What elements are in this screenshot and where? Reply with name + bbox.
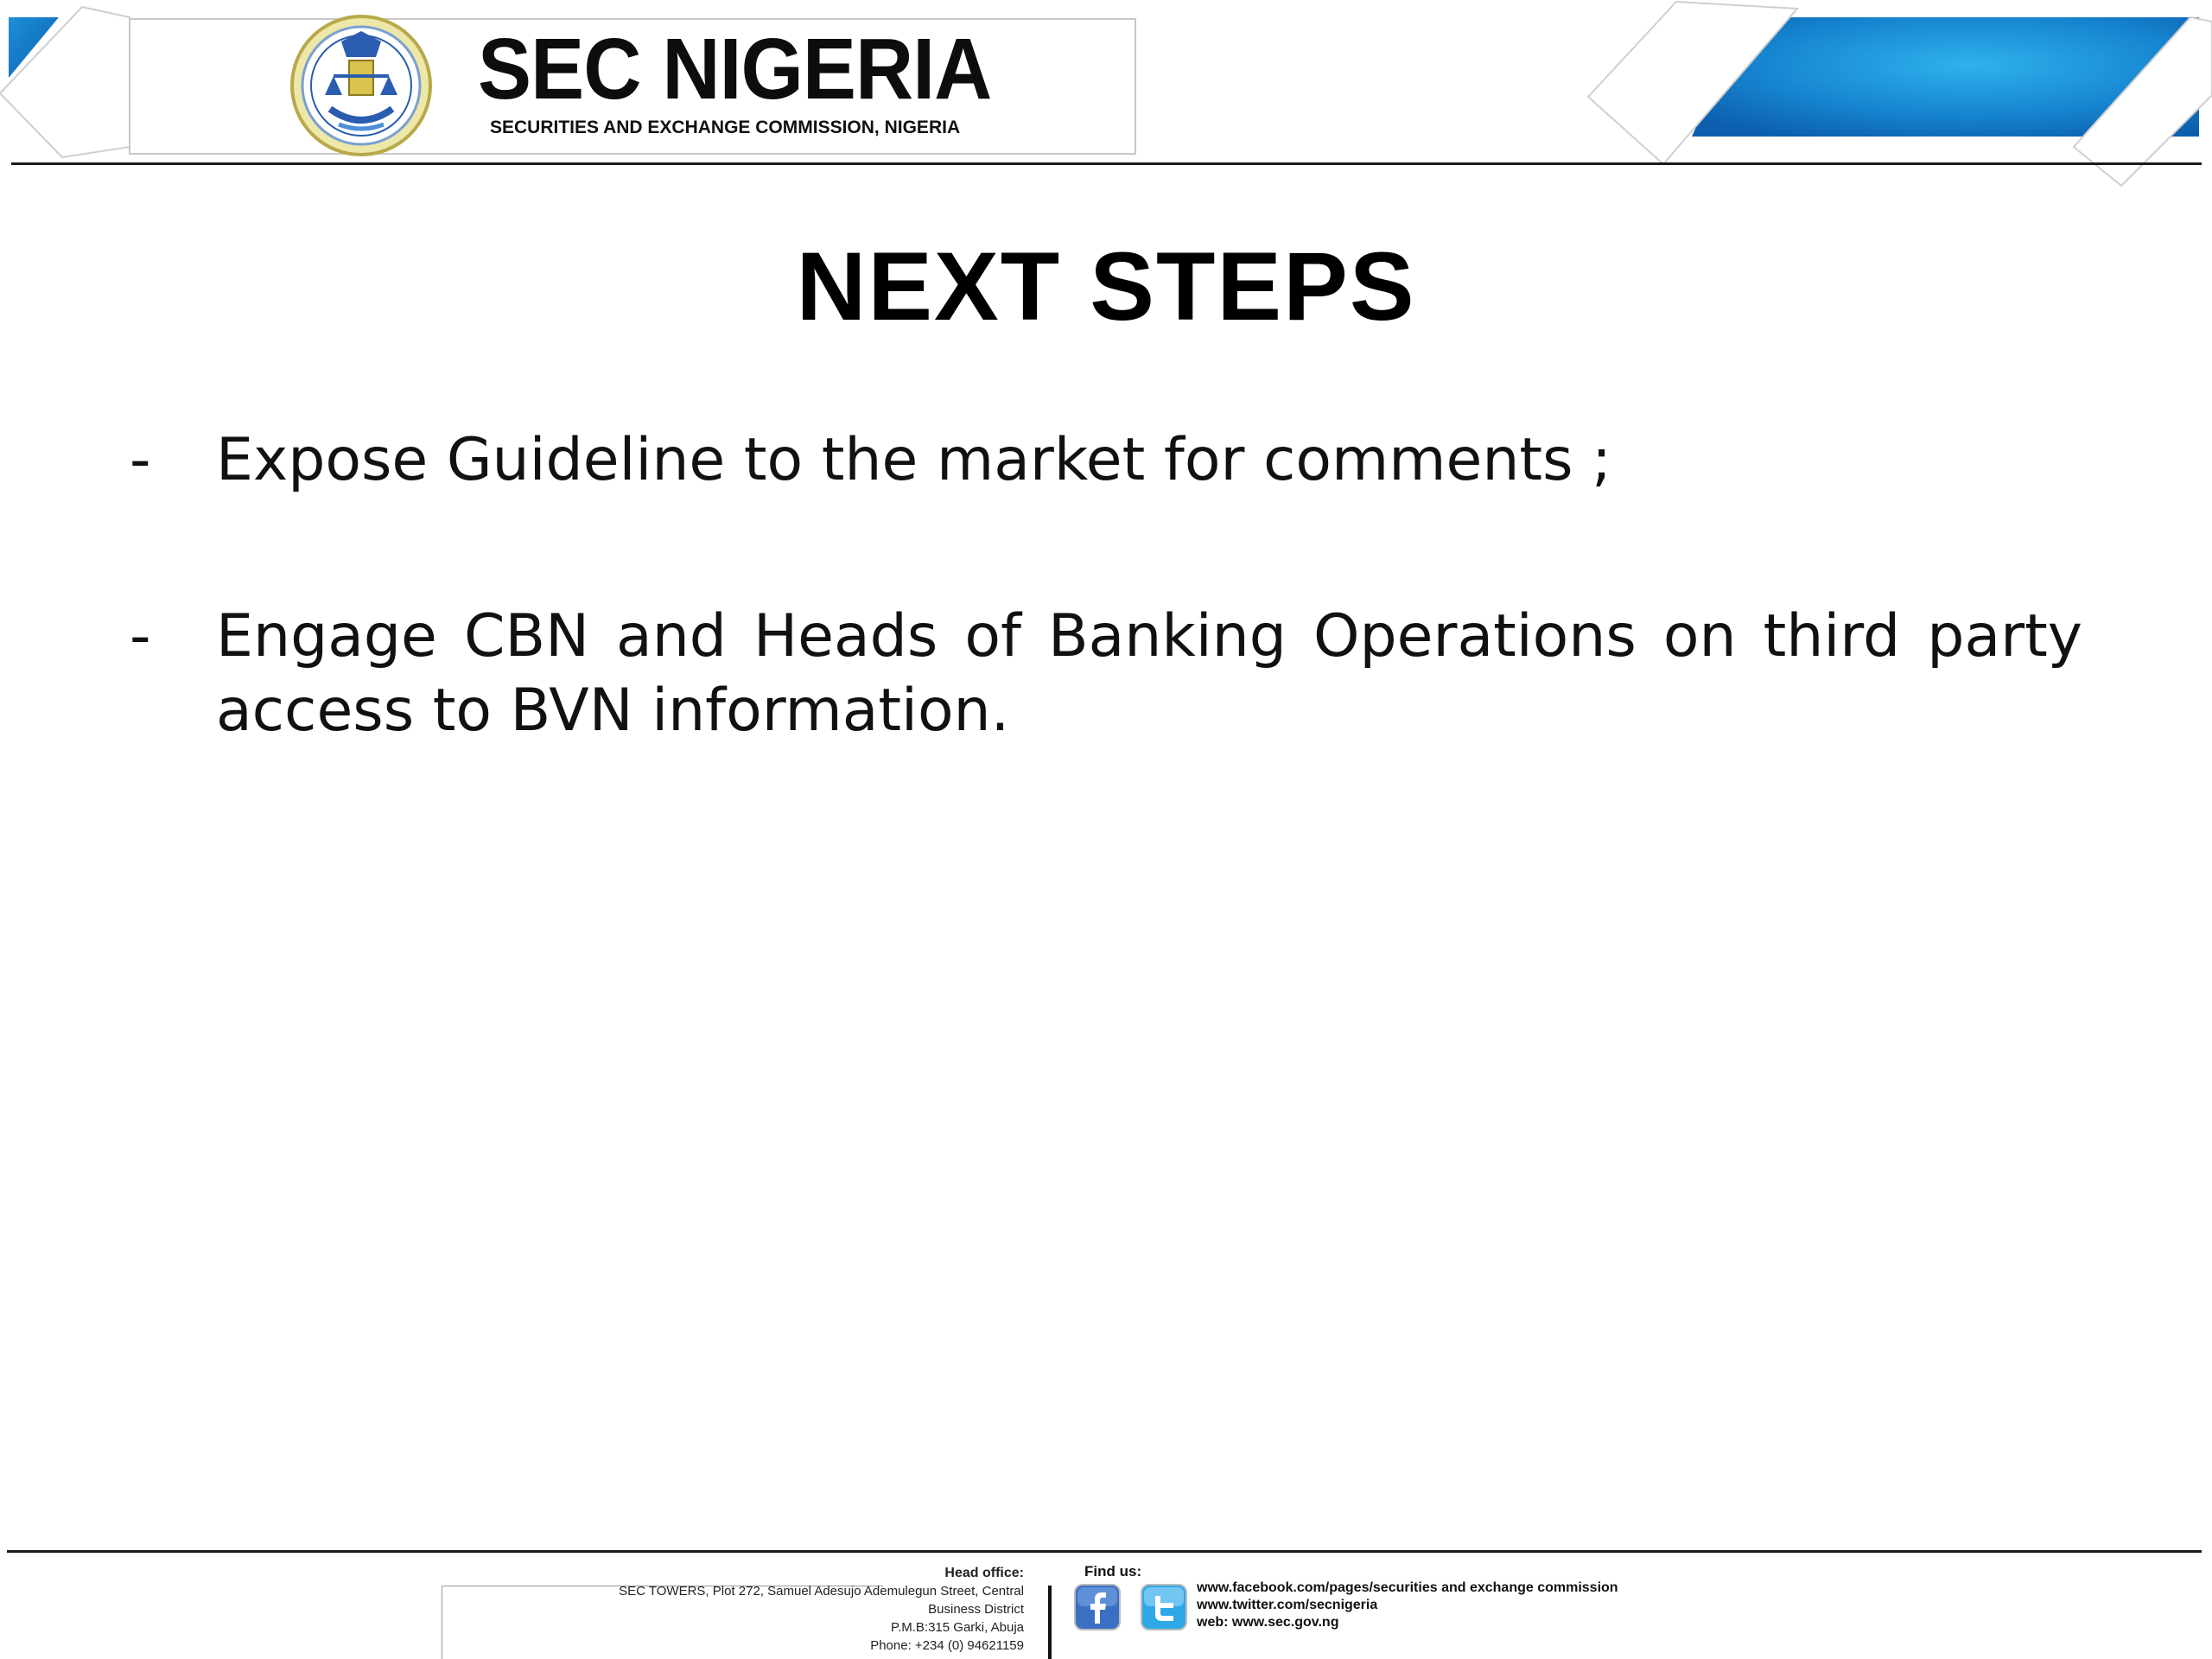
sec-seal-icon (292, 16, 430, 155)
bullet-item (130, 423, 2082, 498)
brand-subtitle: SECURITIES AND EXCHANGE COMMISSION, NIGERIA (490, 118, 961, 137)
office-line: SEC TOWERS, Plot 272, Samuel Adesujo Ademulegun Street, Central (619, 1584, 1024, 1599)
bullet-item (130, 600, 2082, 748)
head-office-block (619, 1564, 1024, 1655)
office-line: Phone: +234 (0) 94621159 (870, 1638, 1024, 1653)
bullet-text: Engage CBN and Heads of Banking Operations on third party access to BVN information. (216, 602, 2082, 745)
bullet-text: Expose Guideline to the market for comments ; (216, 426, 1612, 494)
office-heading: Head office: (944, 1566, 1024, 1580)
bullet-list (130, 423, 2082, 748)
office-line: P.M.B:315 Garki, Abuja (891, 1620, 1024, 1635)
facebook-link[interactable]: www.facebook.com/pages/securities and exchange commission (1197, 1580, 1618, 1595)
bullet-marker: - (130, 602, 151, 671)
twitter-icon[interactable] (1141, 1584, 1187, 1630)
find-us-label: Find us: (1084, 1563, 1142, 1580)
slide-title: NEXT STEPS (796, 232, 1416, 340)
website-link[interactable]: web: www.sec.gov.ng (1197, 1615, 1339, 1630)
twitter-link[interactable]: www.twitter.com/secnigeria (1197, 1598, 1378, 1612)
bullet-marker: - (130, 426, 151, 494)
footer-divider (7, 1550, 2202, 1553)
slide-header (0, 0, 2212, 190)
facebook-icon[interactable] (1074, 1584, 1121, 1630)
footer-links (1197, 1580, 1618, 1631)
brand-title: SEC NIGERIA (478, 21, 992, 118)
header-decoration (0, 0, 2212, 190)
header-divider (11, 162, 2202, 165)
footer-vertical-divider (1048, 1586, 1052, 1659)
office-line: Business District (928, 1602, 1024, 1617)
